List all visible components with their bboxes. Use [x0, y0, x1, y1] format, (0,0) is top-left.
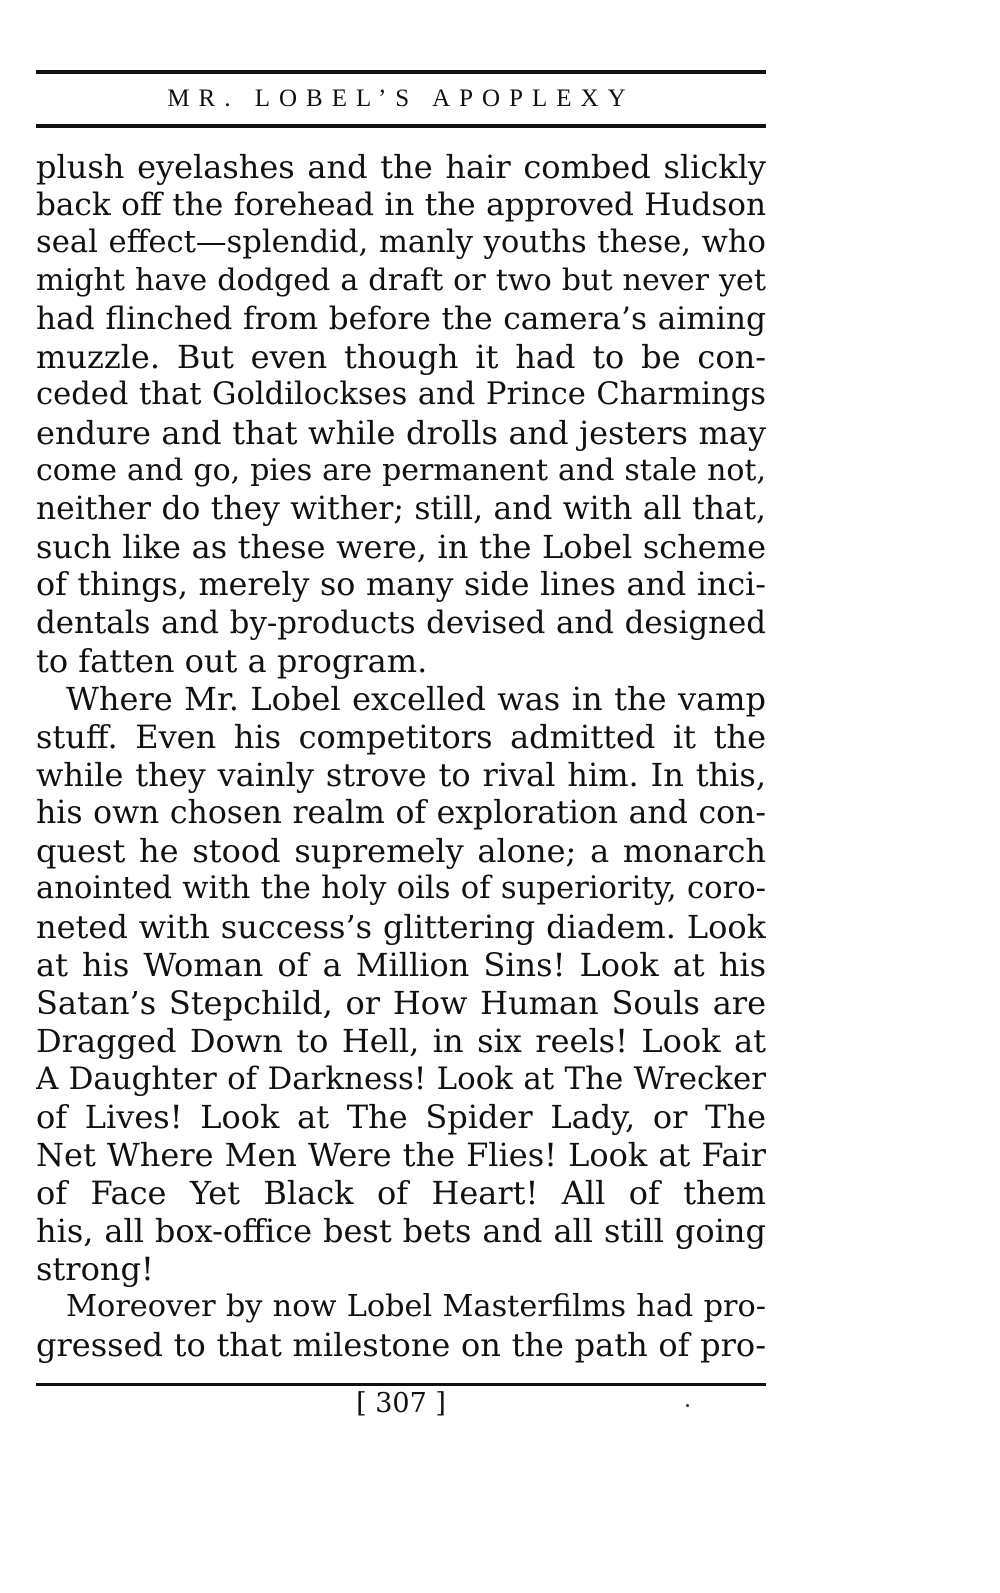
text-line: Satan’s Stepchild, or How Human Souls are — [36, 984, 766, 1022]
text-line: stuff. Even his competitors admitted it the — [36, 718, 766, 756]
text-line: while they vainly strove to rival him. In this, — [36, 756, 766, 794]
body-text — [36, 148, 766, 1364]
text-line: had flinched from before the camera’s aiming — [36, 301, 766, 337]
text-line: neted with success’s glittering diadem. Look — [36, 908, 766, 946]
text-line: at his Woman of a Million Sins! Look at his — [36, 946, 766, 984]
text-line: Where Mr. Lobel excelled was in the vamp — [66, 680, 766, 718]
text-line: endure and that while drolls and jesters may — [36, 414, 766, 452]
text-line: neither do they wither; still, and with all that, — [36, 491, 766, 527]
text-line: plush eyelashes and the hair combed slickly — [36, 148, 766, 186]
text-line: to fatten out a program. — [36, 642, 428, 680]
text-line: his, all box-office best bets and all still going — [36, 1212, 766, 1250]
page-number: [ 307 ] — [356, 1388, 446, 1419]
text-line: A Daughter of Darkness! Look at The Wrecker — [36, 1061, 766, 1097]
text-line: come and go, pies are permanent and stale not, — [36, 453, 766, 488]
text-line: Dragged Down to Hell, in six reels! Look at — [36, 1022, 766, 1060]
header-bottom-rule — [36, 124, 766, 128]
text-line: such like as these were, in the Lobel scheme — [36, 528, 766, 566]
text-line: seal effect—splendid, manly youths these, who — [36, 225, 766, 260]
text-line: quest he stood supremely alone; a monarch — [36, 832, 766, 870]
text-line: dentals and by-products devised and designed — [36, 605, 766, 641]
text-line: his own chosen realm of exploration and con- — [36, 795, 766, 831]
print-speck — [686, 1404, 689, 1407]
running-head: MR. LOBEL’S APOPLEXY — [167, 85, 635, 112]
text-line: gressed to that milestone on the path of pro- — [36, 1326, 766, 1364]
text-line: of Face Yet Black of Heart! All of them — [36, 1174, 766, 1212]
text-line: anointed with the holy oils of superiority, coro- — [36, 871, 766, 906]
header-top-rule — [36, 70, 766, 74]
text-line: strong! — [36, 1250, 154, 1288]
text-line: muzzle. But even though it had to be con- — [36, 338, 766, 376]
text-line: might have dodged a draft or two but never yet — [36, 263, 766, 298]
text-line: Net Where Men Were the Flies! Look at Fair — [36, 1136, 766, 1174]
text-line: back off the forehead in the approved Hudson — [36, 187, 766, 223]
text-line: of Lives! Look at The Spider Lady, or The — [36, 1098, 766, 1136]
text-line: of things, merely so many side lines and inci- — [36, 567, 766, 603]
text-line: ceded that Goldilockses and Prince Charmings — [36, 377, 766, 412]
text-line: Moreover by now Lobel Masterfilms had pro- — [66, 1289, 766, 1324]
